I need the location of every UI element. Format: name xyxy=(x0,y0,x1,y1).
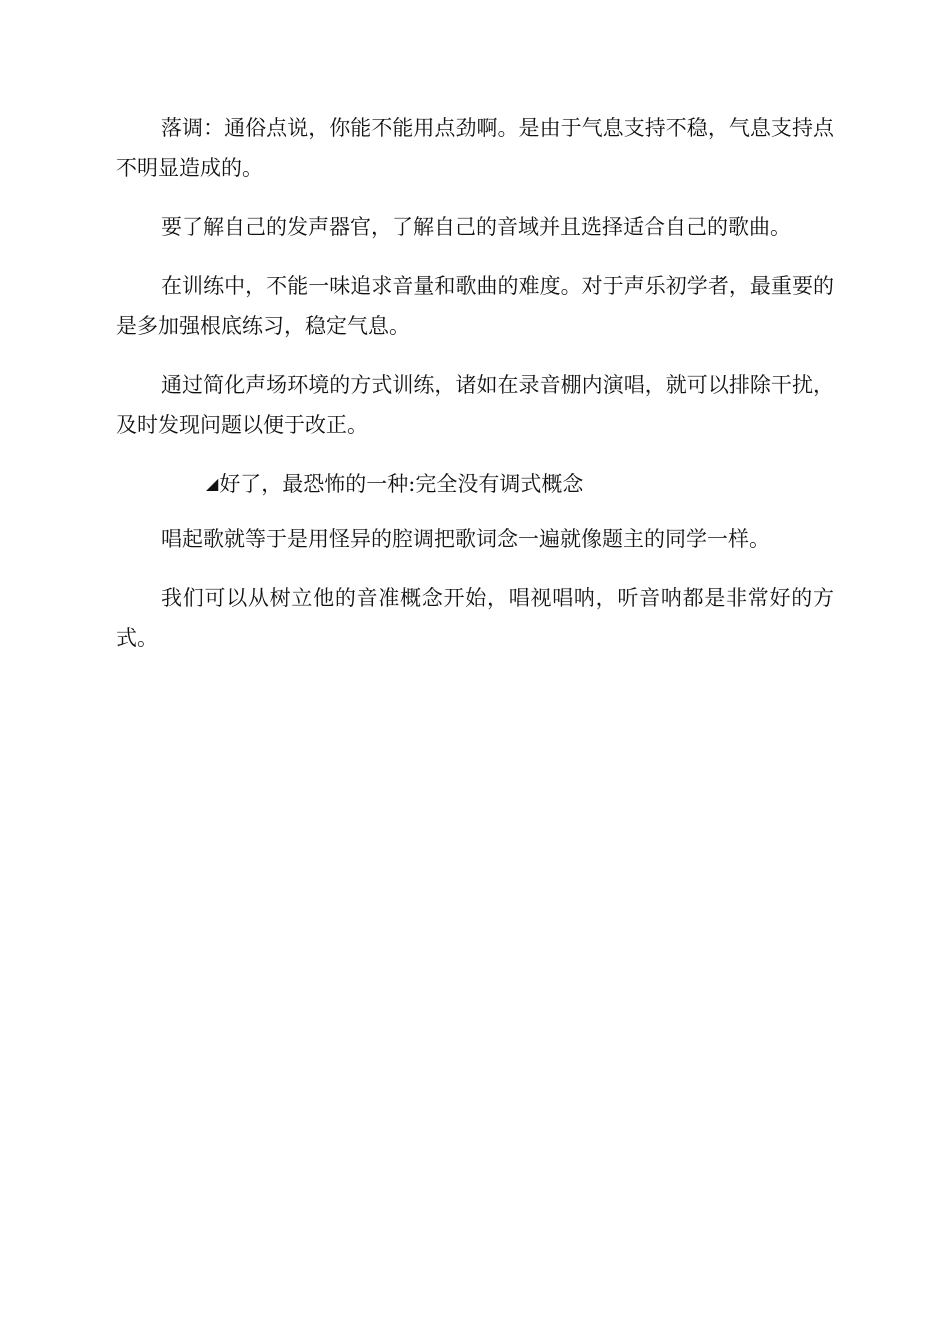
section-heading xyxy=(116,464,834,504)
paragraph-3: 在训练中，不能一味追求音量和歌曲的难度。对于声乐初学者，最重要的是多加强根底练习，稳定气息。 xyxy=(116,274,834,338)
paragraph-2: 要了解自己的发声器官，了解自己的音域并且选择适合自己的歌曲。 xyxy=(161,215,791,239)
triangle-marker-icon: ◢ xyxy=(206,474,219,493)
paragraph-4: 通过简化声场环境的方式训练，诸如在录音棚内演唱，就可以排除干扰，及时发现问题以便于改正。 xyxy=(116,373,834,437)
document-body xyxy=(116,108,834,677)
paragraph-5: 唱起歌就等于是用怪异的腔调把歌词念一遍就像题主的同学一样。 xyxy=(161,527,770,551)
paragraph-6: 我们可以从树立他的音准概念开始，唱视唱呐，听音呐都是非常好的方式。 xyxy=(116,586,834,650)
paragraph-1: 落调：通俗点说，你能不能用点劲啊。是由于气息支持不稳，气息支持点不明显造成的。 xyxy=(116,116,834,180)
section-heading-text: 好了，最恐怖的一种:完全没有调式概念 xyxy=(219,472,584,496)
